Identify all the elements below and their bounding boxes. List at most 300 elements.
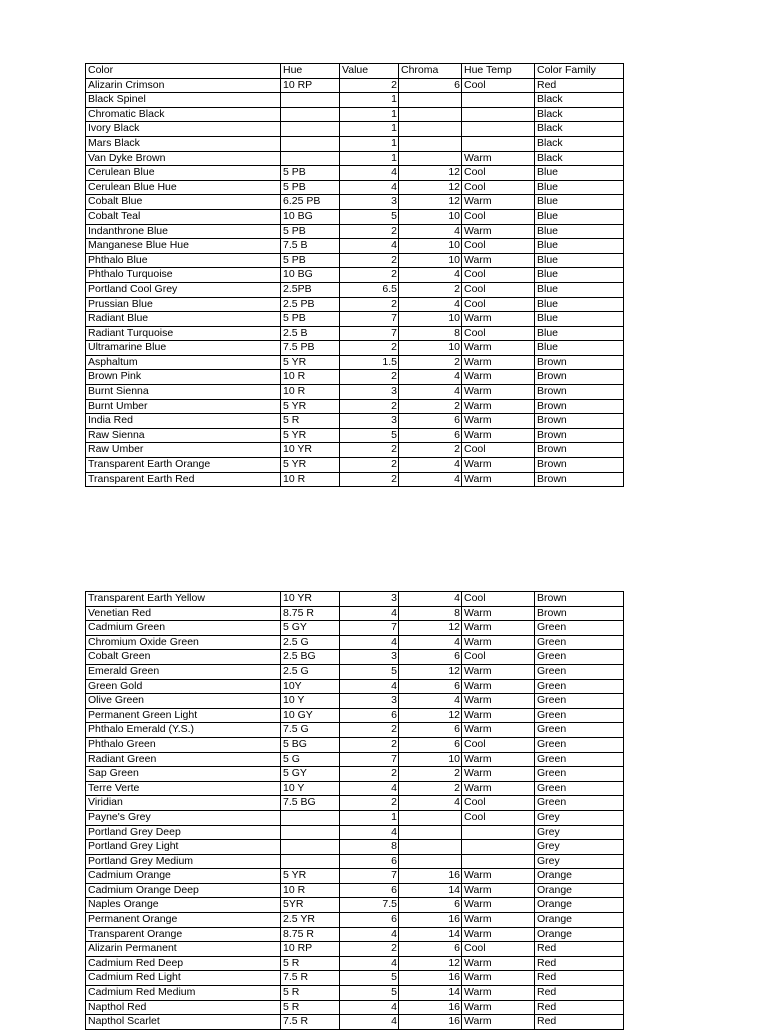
chroma-cell: 16 bbox=[399, 913, 462, 928]
hue-temp-cell: Warm bbox=[462, 621, 535, 636]
value-cell: 3 bbox=[340, 592, 399, 607]
hue-temp-cell: Warm bbox=[462, 253, 535, 268]
table-row bbox=[86, 898, 624, 913]
hue-temp-cell: Cool bbox=[462, 180, 535, 195]
hue-cell: 10 GY bbox=[281, 708, 340, 723]
color-family-cell: Brown bbox=[535, 370, 624, 385]
table-row bbox=[86, 781, 624, 796]
color-cell: Cadmium Red Deep bbox=[86, 956, 281, 971]
color-family-cell: Red bbox=[535, 1015, 624, 1030]
value-cell: 4 bbox=[340, 239, 399, 254]
chroma-cell bbox=[399, 93, 462, 108]
hue-cell: 10 YR bbox=[281, 592, 340, 607]
color-cell: Venetian Red bbox=[86, 606, 281, 621]
table-row bbox=[86, 869, 624, 884]
value-cell: 2 bbox=[340, 253, 399, 268]
color-family-cell: Red bbox=[535, 971, 624, 986]
value-cell: 3 bbox=[340, 385, 399, 400]
hue-temp-cell: Cool bbox=[462, 78, 535, 93]
hue-temp-cell: Warm bbox=[462, 341, 535, 356]
hue-cell bbox=[281, 840, 340, 855]
hue-cell: 10Y bbox=[281, 679, 340, 694]
value-cell: 4 bbox=[340, 679, 399, 694]
hue-temp-cell: Warm bbox=[462, 224, 535, 239]
table-row bbox=[86, 312, 624, 327]
header-chroma: Chroma bbox=[399, 64, 462, 79]
hue-temp-cell: Warm bbox=[462, 1000, 535, 1015]
hue-cell: 10 Y bbox=[281, 781, 340, 796]
hue-cell: 10 BG bbox=[281, 268, 340, 283]
color-family-cell: Orange bbox=[535, 913, 624, 928]
hue-temp-cell: Warm bbox=[462, 781, 535, 796]
color-family-cell: Red bbox=[535, 1000, 624, 1015]
chroma-cell: 6 bbox=[399, 414, 462, 429]
table-row bbox=[86, 840, 624, 855]
value-cell: 8 bbox=[340, 840, 399, 855]
hue-cell: 5 R bbox=[281, 414, 340, 429]
value-cell: 6 bbox=[340, 913, 399, 928]
color-family-cell: Blue bbox=[535, 195, 624, 210]
value-cell: 1 bbox=[340, 136, 399, 151]
value-cell: 3 bbox=[340, 195, 399, 210]
color-cell: Ultramarine Blue bbox=[86, 341, 281, 356]
hue-temp-cell: Warm bbox=[462, 312, 535, 327]
hue-cell: 2.5 BG bbox=[281, 650, 340, 665]
value-cell: 6 bbox=[340, 883, 399, 898]
color-cell: Brown Pink bbox=[86, 370, 281, 385]
color-cell: Olive Green bbox=[86, 694, 281, 709]
color-family-cell: Blue bbox=[535, 297, 624, 312]
color-cell: Phthalo Turquoise bbox=[86, 268, 281, 283]
chroma-cell: 8 bbox=[399, 606, 462, 621]
color-family-cell: Red bbox=[535, 942, 624, 957]
table-row bbox=[86, 986, 624, 1001]
value-cell: 2 bbox=[340, 767, 399, 782]
hue-temp-cell: Warm bbox=[462, 767, 535, 782]
paint-table-top-body bbox=[86, 64, 624, 487]
table-row bbox=[86, 942, 624, 957]
chroma-cell: 4 bbox=[399, 297, 462, 312]
color-cell: Transparent Orange bbox=[86, 927, 281, 942]
hue-temp-cell bbox=[462, 107, 535, 122]
table-row bbox=[86, 443, 624, 458]
hue-temp-cell: Warm bbox=[462, 414, 535, 429]
table-row bbox=[86, 810, 624, 825]
chroma-cell bbox=[399, 810, 462, 825]
hue-cell: 5 YR bbox=[281, 355, 340, 370]
chroma-cell bbox=[399, 107, 462, 122]
hue-temp-cell bbox=[462, 825, 535, 840]
color-cell: Sap Green bbox=[86, 767, 281, 782]
color-cell: Burnt Sienna bbox=[86, 385, 281, 400]
chroma-cell: 6 bbox=[399, 650, 462, 665]
hue-cell: 7.5 R bbox=[281, 971, 340, 986]
value-cell: 2 bbox=[340, 224, 399, 239]
hue-temp-cell: Cool bbox=[462, 443, 535, 458]
chroma-cell: 14 bbox=[399, 883, 462, 898]
table-row bbox=[86, 592, 624, 607]
paint-table-bottom-body bbox=[86, 592, 624, 1030]
color-cell: Transparent Earth Orange bbox=[86, 458, 281, 473]
color-family-cell: Orange bbox=[535, 898, 624, 913]
color-family-cell: Green bbox=[535, 664, 624, 679]
table-row bbox=[86, 224, 624, 239]
hue-cell: 8.75 R bbox=[281, 606, 340, 621]
color-family-cell: Red bbox=[535, 956, 624, 971]
table-row bbox=[86, 971, 624, 986]
value-cell: 2 bbox=[340, 737, 399, 752]
chroma-cell bbox=[399, 122, 462, 137]
chroma-cell: 10 bbox=[399, 209, 462, 224]
color-cell: Cobalt Teal bbox=[86, 209, 281, 224]
hue-temp-cell: Warm bbox=[462, 151, 535, 166]
hue-cell bbox=[281, 136, 340, 151]
table-row bbox=[86, 796, 624, 811]
table-row bbox=[86, 767, 624, 782]
value-cell: 2 bbox=[340, 443, 399, 458]
hue-cell: 10 BG bbox=[281, 209, 340, 224]
color-family-cell: Green bbox=[535, 621, 624, 636]
hue-temp-cell: Cool bbox=[462, 268, 535, 283]
value-cell: 4 bbox=[340, 927, 399, 942]
hue-temp-cell: Warm bbox=[462, 472, 535, 487]
color-family-cell: Black bbox=[535, 93, 624, 108]
hue-cell: 5 G bbox=[281, 752, 340, 767]
color-family-cell: Orange bbox=[535, 869, 624, 884]
value-cell: 4 bbox=[340, 825, 399, 840]
chroma-cell: 2 bbox=[399, 355, 462, 370]
chroma-cell: 12 bbox=[399, 708, 462, 723]
color-cell: Cerulean Blue bbox=[86, 166, 281, 181]
color-cell: Cadmium Red Light bbox=[86, 971, 281, 986]
hue-temp-cell: Warm bbox=[462, 986, 535, 1001]
chroma-cell: 10 bbox=[399, 341, 462, 356]
hue-cell: 10 R bbox=[281, 472, 340, 487]
hue-cell: 5 YR bbox=[281, 428, 340, 443]
hue-cell: 5 R bbox=[281, 1000, 340, 1015]
chroma-cell: 12 bbox=[399, 956, 462, 971]
hue-temp-cell: Warm bbox=[462, 927, 535, 942]
value-cell: 3 bbox=[340, 414, 399, 429]
chroma-cell: 4 bbox=[399, 370, 462, 385]
color-cell: Green Gold bbox=[86, 679, 281, 694]
hue-cell: 8.75 R bbox=[281, 927, 340, 942]
table-row bbox=[86, 370, 624, 385]
value-cell: 3 bbox=[340, 694, 399, 709]
color-family-cell: Green bbox=[535, 679, 624, 694]
chroma-cell: 4 bbox=[399, 796, 462, 811]
color-cell: Portland Grey Medium bbox=[86, 854, 281, 869]
chroma-cell: 12 bbox=[399, 180, 462, 195]
color-family-cell: Green bbox=[535, 752, 624, 767]
color-family-cell: Blue bbox=[535, 282, 624, 297]
color-family-cell: Brown bbox=[535, 458, 624, 473]
color-cell: Chromium Oxide Green bbox=[86, 635, 281, 650]
table-row bbox=[86, 428, 624, 443]
color-cell: Cobalt Blue bbox=[86, 195, 281, 210]
value-cell: 1 bbox=[340, 93, 399, 108]
hue-cell: 5 PB bbox=[281, 180, 340, 195]
color-family-cell: Black bbox=[535, 122, 624, 137]
value-cell: 1.5 bbox=[340, 355, 399, 370]
hue-temp-cell: Warm bbox=[462, 883, 535, 898]
color-family-cell: Blue bbox=[535, 209, 624, 224]
hue-cell: 6.25 PB bbox=[281, 195, 340, 210]
hue-cell: 10 R bbox=[281, 370, 340, 385]
value-cell: 2 bbox=[340, 942, 399, 957]
hue-temp-cell: Warm bbox=[462, 956, 535, 971]
color-family-cell: Green bbox=[535, 781, 624, 796]
table-row bbox=[86, 385, 624, 400]
color-cell: Permanent Orange bbox=[86, 913, 281, 928]
color-cell: Van Dyke Brown bbox=[86, 151, 281, 166]
value-cell: 4 bbox=[340, 635, 399, 650]
value-cell: 6 bbox=[340, 854, 399, 869]
chroma-cell: 4 bbox=[399, 635, 462, 650]
color-cell: Asphaltum bbox=[86, 355, 281, 370]
chroma-cell: 6 bbox=[399, 737, 462, 752]
hue-cell: 2.5 YR bbox=[281, 913, 340, 928]
color-family-cell: Red bbox=[535, 78, 624, 93]
hue-cell bbox=[281, 825, 340, 840]
hue-temp-cell bbox=[462, 122, 535, 137]
value-cell: 4 bbox=[340, 781, 399, 796]
value-cell: 6.5 bbox=[340, 282, 399, 297]
value-cell: 3 bbox=[340, 650, 399, 665]
hue-cell bbox=[281, 151, 340, 166]
color-family-cell: Green bbox=[535, 737, 624, 752]
value-cell: 2 bbox=[340, 78, 399, 93]
color-family-cell: Green bbox=[535, 708, 624, 723]
color-family-cell: Brown bbox=[535, 355, 624, 370]
color-cell: Burnt Umber bbox=[86, 399, 281, 414]
value-cell: 5 bbox=[340, 986, 399, 1001]
chroma-cell: 4 bbox=[399, 472, 462, 487]
hue-temp-cell: Warm bbox=[462, 606, 535, 621]
color-family-cell: Green bbox=[535, 767, 624, 782]
chroma-cell: 10 bbox=[399, 752, 462, 767]
value-cell: 2 bbox=[340, 341, 399, 356]
table-row bbox=[86, 151, 624, 166]
hue-cell: 2.5 PB bbox=[281, 297, 340, 312]
chroma-cell: 6 bbox=[399, 679, 462, 694]
chroma-cell: 10 bbox=[399, 253, 462, 268]
header-hue: Hue bbox=[281, 64, 340, 79]
hue-temp-cell: Warm bbox=[462, 1015, 535, 1030]
color-family-cell: Brown bbox=[535, 399, 624, 414]
chroma-cell bbox=[399, 136, 462, 151]
table-row bbox=[86, 180, 624, 195]
table-row bbox=[86, 472, 624, 487]
value-cell: 2 bbox=[340, 370, 399, 385]
hue-cell: 5 BG bbox=[281, 737, 340, 752]
hue-temp-cell: Warm bbox=[462, 723, 535, 738]
chroma-cell: 12 bbox=[399, 166, 462, 181]
chroma-cell: 4 bbox=[399, 458, 462, 473]
hue-temp-cell: Warm bbox=[462, 399, 535, 414]
color-cell: Terre Verte bbox=[86, 781, 281, 796]
color-cell: Cobalt Green bbox=[86, 650, 281, 665]
hue-temp-cell: Warm bbox=[462, 355, 535, 370]
hue-temp-cell bbox=[462, 854, 535, 869]
hue-cell: 7.5 BG bbox=[281, 796, 340, 811]
hue-temp-cell: Warm bbox=[462, 898, 535, 913]
color-family-cell: Green bbox=[535, 635, 624, 650]
value-cell: 4 bbox=[340, 1015, 399, 1030]
table-row bbox=[86, 209, 624, 224]
paint-table-bottom bbox=[85, 591, 624, 1030]
color-cell: Radiant Turquoise bbox=[86, 326, 281, 341]
chroma-cell: 6 bbox=[399, 428, 462, 443]
value-cell: 1 bbox=[340, 151, 399, 166]
table-row bbox=[86, 239, 624, 254]
color-family-cell: Brown bbox=[535, 414, 624, 429]
chroma-cell: 4 bbox=[399, 268, 462, 283]
color-cell: Radiant Blue bbox=[86, 312, 281, 327]
chroma-cell: 2 bbox=[399, 282, 462, 297]
value-cell: 2 bbox=[340, 723, 399, 738]
value-cell: 4 bbox=[340, 606, 399, 621]
color-cell: Raw Sienna bbox=[86, 428, 281, 443]
value-cell: 5 bbox=[340, 664, 399, 679]
hue-temp-cell: Cool bbox=[462, 810, 535, 825]
hue-cell: 5 YR bbox=[281, 399, 340, 414]
color-cell: Chromatic Black bbox=[86, 107, 281, 122]
chroma-cell: 16 bbox=[399, 869, 462, 884]
chroma-cell: 4 bbox=[399, 694, 462, 709]
hue-temp-cell: Warm bbox=[462, 428, 535, 443]
hue-temp-cell: Cool bbox=[462, 297, 535, 312]
color-cell: Black Spinel bbox=[86, 93, 281, 108]
hue-cell: 5 R bbox=[281, 986, 340, 1001]
color-cell: Portland Cool Grey bbox=[86, 282, 281, 297]
chroma-cell bbox=[399, 854, 462, 869]
hue-temp-cell: Warm bbox=[462, 385, 535, 400]
table-row bbox=[86, 78, 624, 93]
hue-cell: 5 PB bbox=[281, 166, 340, 181]
hue-cell: 5 PB bbox=[281, 312, 340, 327]
chroma-cell bbox=[399, 825, 462, 840]
hue-cell: 2.5 B bbox=[281, 326, 340, 341]
color-cell: Alizarin Crimson bbox=[86, 78, 281, 93]
color-family-cell: Brown bbox=[535, 385, 624, 400]
color-family-cell: Blue bbox=[535, 180, 624, 195]
hue-cell: 5 GY bbox=[281, 767, 340, 782]
table-row bbox=[86, 107, 624, 122]
table-row bbox=[86, 136, 624, 151]
hue-cell: 5 GY bbox=[281, 621, 340, 636]
hue-temp-cell: Warm bbox=[462, 708, 535, 723]
color-family-cell: Black bbox=[535, 151, 624, 166]
hue-cell: 10 RP bbox=[281, 942, 340, 957]
color-cell: Raw Umber bbox=[86, 443, 281, 458]
value-cell: 7 bbox=[340, 326, 399, 341]
table-row bbox=[86, 166, 624, 181]
color-cell: Cadmium Red Medium bbox=[86, 986, 281, 1001]
hue-temp-cell: Warm bbox=[462, 869, 535, 884]
table-row bbox=[86, 341, 624, 356]
hue-temp-cell: Warm bbox=[462, 752, 535, 767]
table-row bbox=[86, 1000, 624, 1015]
color-cell: Prussian Blue bbox=[86, 297, 281, 312]
chroma-cell: 2 bbox=[399, 399, 462, 414]
hue-temp-cell: Warm bbox=[462, 664, 535, 679]
hue-cell: 10 Y bbox=[281, 694, 340, 709]
table-row bbox=[86, 650, 624, 665]
color-cell: Alizarin Permanent bbox=[86, 942, 281, 957]
hue-temp-cell: Cool bbox=[462, 326, 535, 341]
table-row bbox=[86, 458, 624, 473]
chroma-cell bbox=[399, 840, 462, 855]
table-row bbox=[86, 414, 624, 429]
table-row bbox=[86, 679, 624, 694]
color-family-cell: Blue bbox=[535, 166, 624, 181]
hue-cell: 10 RP bbox=[281, 78, 340, 93]
value-cell: 5 bbox=[340, 971, 399, 986]
color-family-cell: Black bbox=[535, 107, 624, 122]
color-family-cell: Blue bbox=[535, 224, 624, 239]
hue-temp-cell: Warm bbox=[462, 694, 535, 709]
color-cell: Phthalo Blue bbox=[86, 253, 281, 268]
table-row bbox=[86, 956, 624, 971]
color-cell: Cerulean Blue Hue bbox=[86, 180, 281, 195]
color-cell: Indanthrone Blue bbox=[86, 224, 281, 239]
value-cell: 2 bbox=[340, 297, 399, 312]
hue-temp-cell: Cool bbox=[462, 239, 535, 254]
hue-cell: 5 YR bbox=[281, 458, 340, 473]
color-family-cell: Brown bbox=[535, 443, 624, 458]
table-row bbox=[86, 927, 624, 942]
table-row bbox=[86, 664, 624, 679]
value-cell: 5 bbox=[340, 209, 399, 224]
hue-temp-cell: Warm bbox=[462, 679, 535, 694]
hue-temp-cell: Cool bbox=[462, 737, 535, 752]
paint-table-top bbox=[85, 63, 624, 487]
value-cell: 1 bbox=[340, 122, 399, 137]
hue-cell bbox=[281, 854, 340, 869]
value-cell: 7 bbox=[340, 312, 399, 327]
chroma-cell: 14 bbox=[399, 986, 462, 1001]
table-row bbox=[86, 694, 624, 709]
hue-cell: 10 R bbox=[281, 385, 340, 400]
hue-cell: 10 YR bbox=[281, 443, 340, 458]
hue-temp-cell: Cool bbox=[462, 282, 535, 297]
value-cell: 2 bbox=[340, 796, 399, 811]
chroma-cell: 16 bbox=[399, 971, 462, 986]
table-row bbox=[86, 621, 624, 636]
value-cell: 7 bbox=[340, 869, 399, 884]
hue-cell: 7.5 B bbox=[281, 239, 340, 254]
hue-temp-cell: Warm bbox=[462, 971, 535, 986]
hue-cell bbox=[281, 93, 340, 108]
color-family-cell: Blue bbox=[535, 326, 624, 341]
chroma-cell: 10 bbox=[399, 312, 462, 327]
color-family-cell: Green bbox=[535, 694, 624, 709]
value-cell: 6 bbox=[340, 708, 399, 723]
color-family-cell: Grey bbox=[535, 854, 624, 869]
table-row bbox=[86, 854, 624, 869]
table-row bbox=[86, 326, 624, 341]
hue-cell: 2.5 G bbox=[281, 664, 340, 679]
color-cell: Viridian bbox=[86, 796, 281, 811]
table-row bbox=[86, 399, 624, 414]
chroma-cell: 12 bbox=[399, 664, 462, 679]
color-cell: Phthalo Green bbox=[86, 737, 281, 752]
color-family-cell: Grey bbox=[535, 810, 624, 825]
chroma-cell: 16 bbox=[399, 1015, 462, 1030]
hue-cell: 2.5PB bbox=[281, 282, 340, 297]
value-cell: 2 bbox=[340, 458, 399, 473]
